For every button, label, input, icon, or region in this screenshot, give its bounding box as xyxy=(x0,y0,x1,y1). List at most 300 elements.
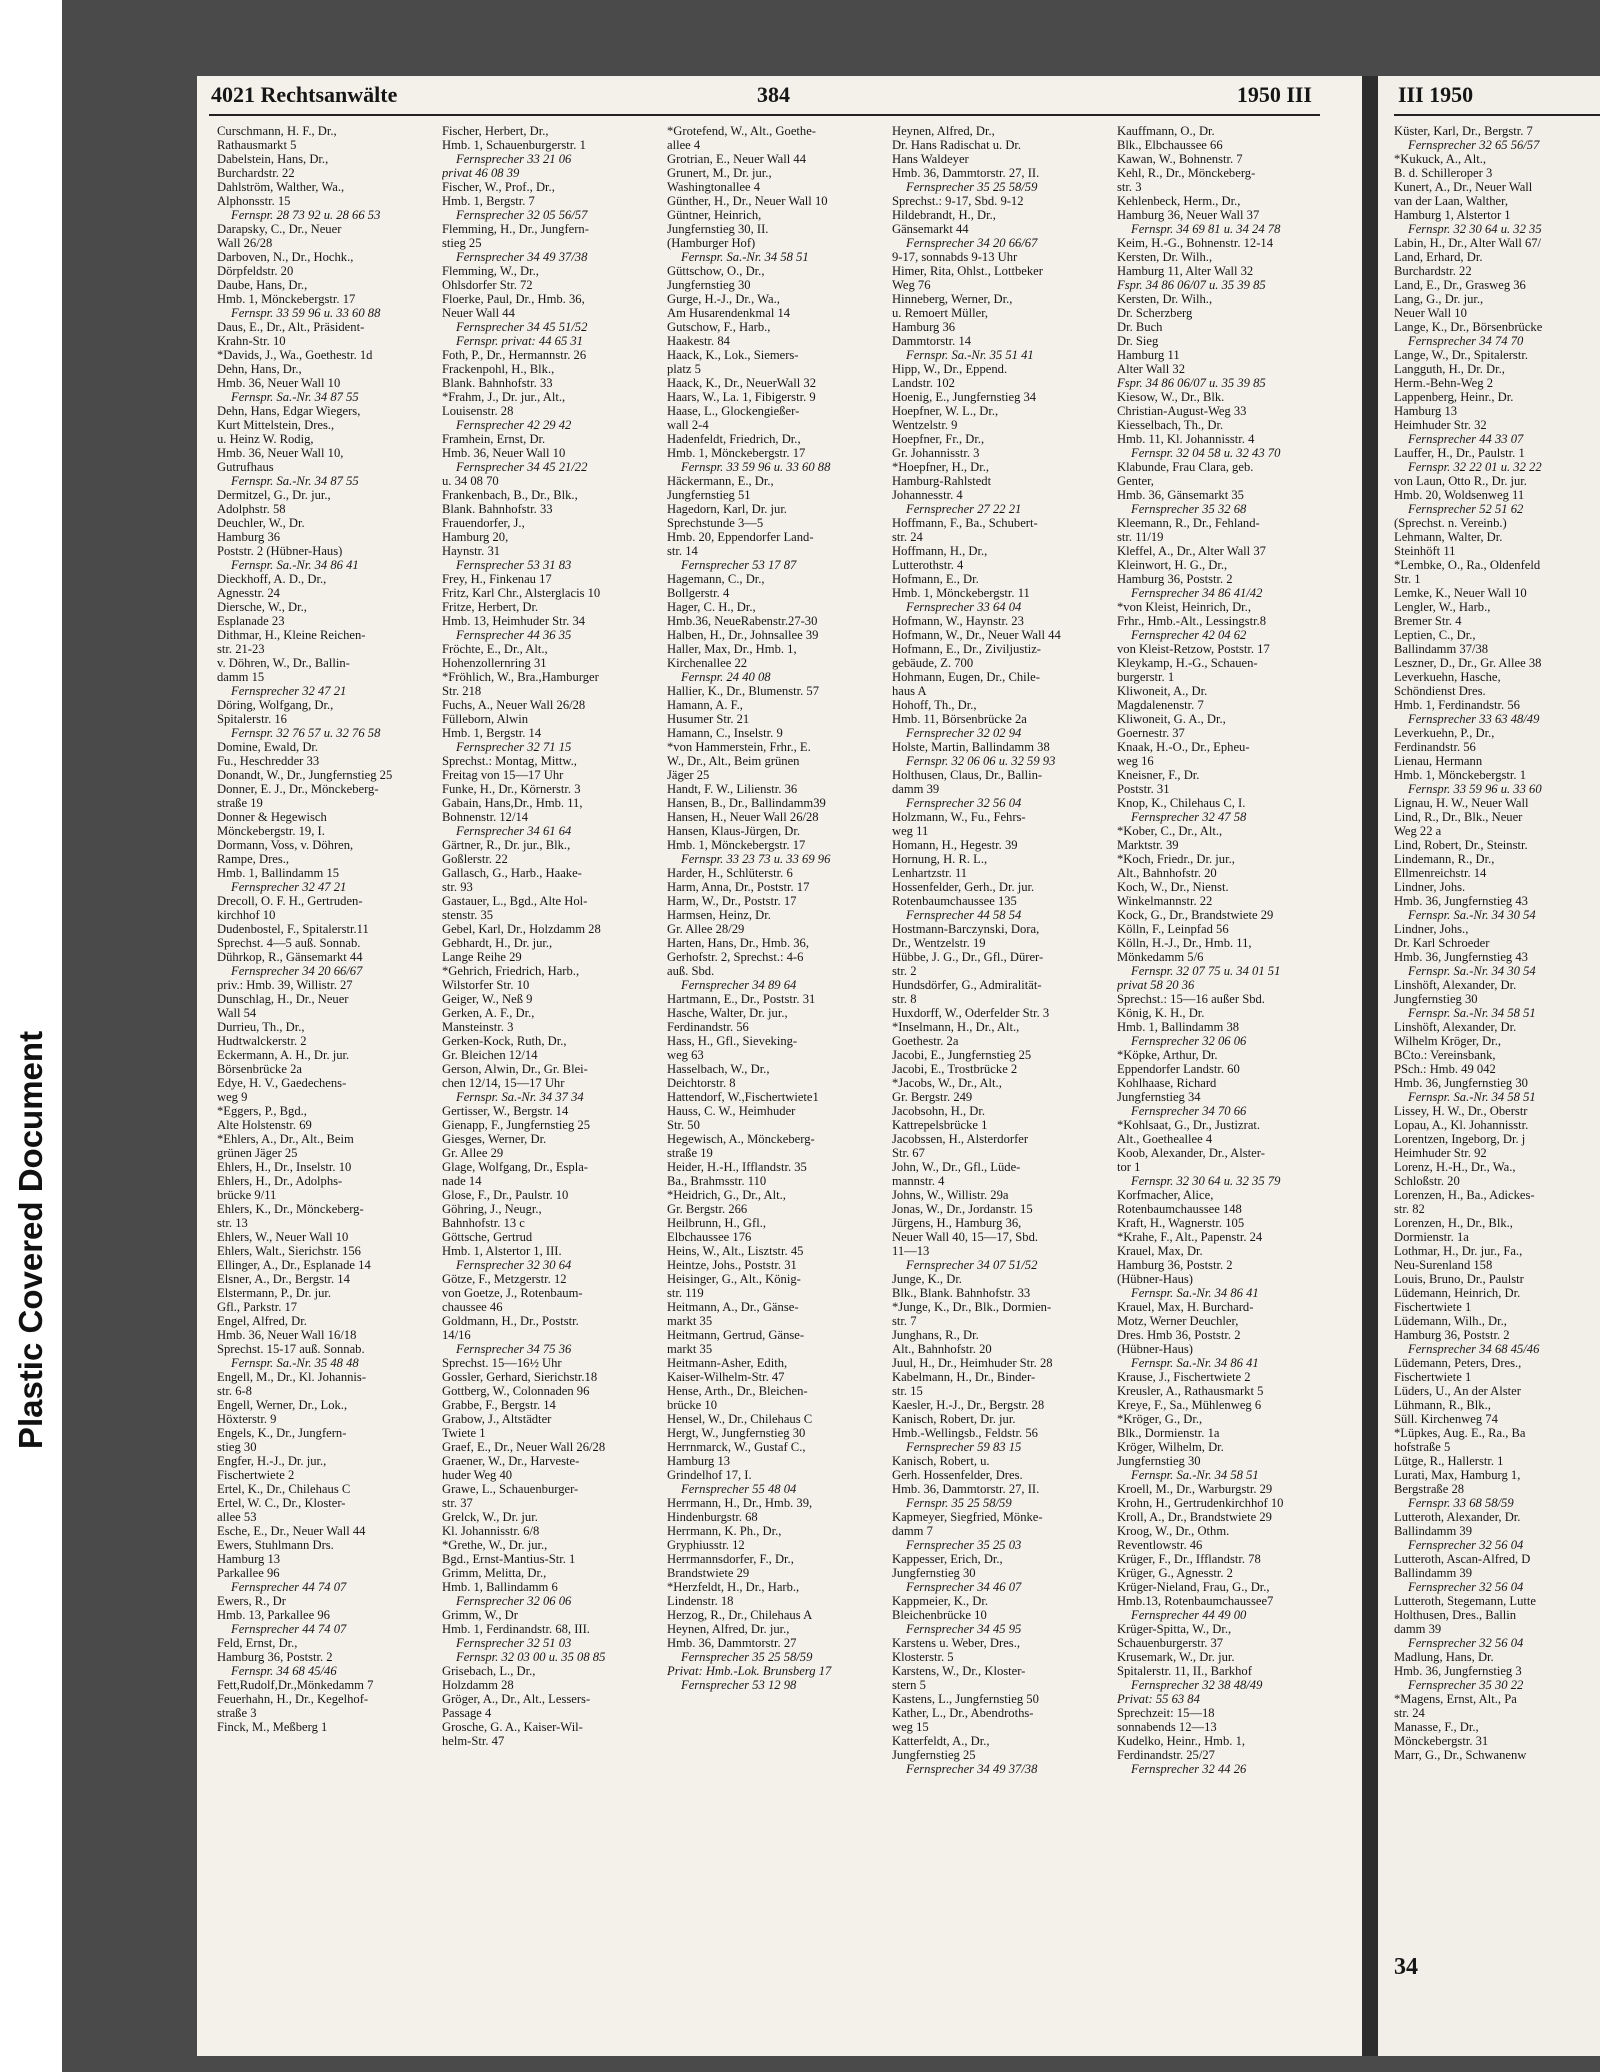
entry-line: Fritz, Karl Chr., Alsterglacis 10 xyxy=(442,586,601,600)
entry-line: Lutteroth, Stegemann, Lutte xyxy=(1394,1594,1536,1608)
entry-line: von Laun, Otto R., Dr. jur. xyxy=(1394,474,1527,488)
column-2 xyxy=(442,124,642,1748)
entry-line: Gienapp, F., Jungfernstieg 25 xyxy=(442,1118,590,1132)
entry-line: Heitmann, Gertrud, Gänse- xyxy=(667,1328,805,1342)
entry-line: Karstens, W., Dr., Kloster- xyxy=(892,1664,1026,1678)
entry-line: Harmsen, Heinz, Dr. xyxy=(667,908,771,922)
entry-line: Kleemann, R., Dr., Fehland- xyxy=(1117,516,1260,530)
entry-line: Hadenfeldt, Friedrich, Dr., xyxy=(667,432,801,446)
entry-line: Hamburg 36, Neuer Wall 37 xyxy=(1117,208,1260,222)
entry-line: Jungfernstieg 34 xyxy=(1117,1090,1201,1104)
entry-line: *Fröhlich, W., Bra.,Hamburger xyxy=(442,670,599,684)
entry-line: Lorenzen, H., Dr., Blk., xyxy=(1394,1216,1513,1230)
entry-line: Geiger, W., Neß 9 xyxy=(442,992,533,1006)
entry-line: hofstraße 5 xyxy=(1394,1440,1451,1454)
entry-line: Kudelko, Heinr., Hmb. 1, xyxy=(1117,1734,1246,1748)
entry-line: Gryphiusstr. 12 xyxy=(667,1538,745,1552)
entry-line: Graener, W., Dr., Harveste- xyxy=(442,1454,580,1468)
entry-line: Fernspr. Sa.-Nr. 34 86 41 xyxy=(1131,1286,1259,1300)
entry-line: Kock, G., Dr., Brandstwiete 29 xyxy=(1117,908,1274,922)
entry-line: Fernsprecher 34 68 45/46 xyxy=(1408,1342,1540,1356)
entry-line: Lind, Robert, Dr., Steinstr. xyxy=(1394,838,1528,852)
entry-line: Jacobssen, H., Alsterdorfer xyxy=(892,1132,1029,1146)
entry-line: Freitag von 15—17 Uhr xyxy=(442,768,564,782)
entry-line: Kersten, Dr. Wilh., xyxy=(1117,250,1213,264)
entry-line: Hmb. 20, Woldsenweg 11 xyxy=(1394,488,1525,502)
entry-line: Am Husarendenkmal 14 xyxy=(667,306,791,320)
entry-line: Alte Holstenstr. 69 xyxy=(217,1118,312,1132)
entry-line: Göttsche, Gertrud xyxy=(442,1230,533,1244)
entry-line: Alt., Goetheallee 4 xyxy=(1117,1132,1213,1146)
entry-line: stenstr. 35 xyxy=(442,908,494,922)
entry-line: Gerhofstr. 2, Sprechst.: 4-6 xyxy=(667,950,804,964)
entry-line: Bleichenbrücke 10 xyxy=(892,1608,987,1622)
entry-line: Louis, Bruno, Dr., Paulstr xyxy=(1394,1272,1524,1286)
entry-line: Hamburg 36, Poststr. 2 xyxy=(217,1650,333,1664)
entry-line: *Herzfeldt, H., Dr., Harb., xyxy=(667,1580,800,1594)
entry-line: Eckermann, A. H., Dr. jur. xyxy=(217,1048,350,1062)
entry-line: 9-17, sonnabds 9-13 Uhr xyxy=(892,250,1018,264)
entry-line: Donner & Hegewisch xyxy=(217,810,327,824)
entry-line: Gröger, A., Dr., Alt., Lessers- xyxy=(442,1692,591,1706)
entry-line: *Jacobs, W., Dr., Alt., xyxy=(892,1076,1002,1090)
directory-page xyxy=(197,76,1362,2056)
entry-line: Gr. Allee 29 xyxy=(442,1146,504,1160)
entry-line: Hmb. 36, Dammtorstr. 27 xyxy=(667,1636,797,1650)
entry-line: Lindenstr. 18 xyxy=(667,1594,734,1608)
entry-line: Kl. Johannisstr. 6/8 xyxy=(442,1524,540,1538)
entry-line: stieg 25 xyxy=(442,236,482,250)
entry-line: Marktstr. 39 xyxy=(1117,838,1179,852)
entry-line: Bgd., Ernst-Mantius-Str. 1 xyxy=(442,1552,576,1566)
entry-line: Güttschow, O., Dr., xyxy=(667,264,765,278)
entry-line: straße 3 xyxy=(217,1706,257,1720)
entry-line: Agnesstr. 24 xyxy=(217,586,280,600)
entry-line: Fernsprecher 34 46 07 xyxy=(906,1580,1022,1594)
entry-line: weg 11 xyxy=(892,824,929,838)
entry-line: Privat: 55 63 84 xyxy=(1117,1692,1200,1706)
entry-line: Jacobi, E., Jungfernstieg 25 xyxy=(892,1048,1032,1062)
entry-line: Klabunde, Frau Clara, geb. xyxy=(1117,460,1254,474)
entry-line: Fernsprecher 32 56 04 xyxy=(1408,1538,1524,1552)
entry-line: Jonas, W., Dr., Jordanstr. 15 xyxy=(892,1202,1033,1216)
entry-line: u. Remoert Müller, xyxy=(892,306,989,320)
entry-line: Gallasch, G., Harb., Haake- xyxy=(442,866,582,880)
entry-line: Landstr. 102 xyxy=(892,376,955,390)
entry-line: Donner, E. J., Dr., Mönckeberg- xyxy=(217,782,379,796)
entry-line: Kreusler, A., Rathausmarkt 5 xyxy=(1117,1384,1264,1398)
book-gutter xyxy=(1362,76,1378,2056)
entry-line: Fernspr. Sa.-Nr. 34 37 34 xyxy=(456,1090,584,1104)
entry-line: Dermitzel, G., Dr. jur., xyxy=(217,488,331,502)
entry-line: Kleinwort, H. G., Dr., xyxy=(1117,558,1228,572)
entry-line: Ehlers, Walt., Sierichstr. 156 xyxy=(217,1244,361,1258)
entry-line: Sprechst. 15-17 auß. Sonnab. xyxy=(217,1342,365,1356)
entry-line: Kanisch, Robert, Dr. jur. xyxy=(892,1412,1016,1426)
entry-line: Framhein, Ernst, Dr. xyxy=(442,432,546,446)
entry-line: Motz, Werner Deuchler, xyxy=(1117,1314,1239,1328)
entry-line: Frauendorfer, J., xyxy=(442,516,525,530)
entry-line: Hoffmann, F., Ba., Schubert- xyxy=(892,516,1038,530)
entry-line: Sprechst.: 15—16 außer Sbd. xyxy=(1117,992,1265,1006)
entry-line: Hmb. 1, Mönckebergstr. 17 xyxy=(667,446,806,460)
entry-line: Krüger, G., Agnesstr. 2 xyxy=(1117,1566,1233,1580)
entry-line: Fernsprecher 32 38 48/49 xyxy=(1131,1678,1263,1692)
entry-line: Dammtorstr. 14 xyxy=(892,334,972,348)
entry-line: Fernsprecher 44 49 00 xyxy=(1131,1608,1247,1622)
entry-line: Gerh. Hossenfelder, Dres. xyxy=(892,1468,1023,1482)
entry-line: Kehlenbeck, Herm., Dr., xyxy=(1117,194,1241,208)
entry-line: Str. 1 xyxy=(1394,572,1421,586)
entry-line: Gutschow, F., Harb., xyxy=(667,320,771,334)
entry-line: Mansteinstr. 3 xyxy=(442,1020,514,1034)
entry-line: Lange, K., Dr., Börsenbrücke xyxy=(1394,320,1543,334)
entry-line: Holthusen, Dres., Ballin xyxy=(1394,1608,1517,1622)
entry-line: Dahlström, Walther, Wa., xyxy=(217,180,345,194)
entry-line: Hmb. 1, Bergstr. 14 xyxy=(442,726,542,740)
entry-line: damm 39 xyxy=(892,782,940,796)
entry-line: allee 4 xyxy=(667,138,701,152)
entry-line: str. 13 xyxy=(217,1216,248,1230)
entry-line: Fernsprecher 32 02 94 xyxy=(906,726,1022,740)
entry-line: Junghans, R., Dr. xyxy=(892,1328,979,1342)
entry-line: Handt, F. W., Lilienstr. 36 xyxy=(667,782,798,796)
entry-line: Frhr., Hmb.-Alt., Lessingstr.8 xyxy=(1117,614,1267,628)
entry-line: Sprechst.: Montag, Mittw., xyxy=(442,754,577,768)
entry-line: Bahnhofstr. 13 c xyxy=(442,1216,525,1230)
entry-line: damm 7 xyxy=(892,1524,933,1538)
entry-line: 14/16 xyxy=(442,1328,471,1342)
entry-line: Kappesser, Erich, Dr., xyxy=(892,1552,1003,1566)
entry-line: Krauel, Max, Dr. xyxy=(1117,1244,1203,1258)
entry-line: Klosterstr. 5 xyxy=(892,1650,954,1664)
entry-line: Gänsemarkt 44 xyxy=(892,222,969,236)
entry-line: Engell, Werner, Dr., Lok., xyxy=(217,1398,348,1412)
entry-line: Hamann, C., Inselstr. 9 xyxy=(667,726,783,740)
entry-line: *Lembke, O., Ra., Oldenfeld xyxy=(1394,558,1541,572)
entry-line: Fernsprecher 32 56 04 xyxy=(1408,1636,1524,1650)
entry-line: Jungfernstieg 30 xyxy=(892,1566,976,1580)
entry-line: Hmb. 36, Neuer Wall 16/18 xyxy=(217,1328,357,1342)
entry-line: Hmb. 1, Ballindamm 38 xyxy=(1117,1020,1240,1034)
entry-line: str. 37 xyxy=(442,1496,473,1510)
entry-line: Kleykamp, H.-G., Schauen- xyxy=(1117,656,1258,670)
entry-line: *Magens, Ernst, Alt., Pa xyxy=(1394,1692,1517,1706)
entry-line: Jungfernstieg 30 xyxy=(1117,1454,1201,1468)
entry-line: Leptien, C., Dr., xyxy=(1394,628,1476,642)
entry-line: *Eggers, P., Bgd., xyxy=(217,1104,307,1118)
entry-line: Gerson, Alwin, Dr., Gr. Blei- xyxy=(442,1062,588,1076)
entry-line: John, W., Dr., Gfl., Lüde- xyxy=(892,1160,1021,1174)
entry-line: Hohoff, Th., Dr., xyxy=(892,698,977,712)
entry-line: Kabelmann, H., Dr., Binder- xyxy=(892,1370,1036,1384)
entry-line: Ewers, Stuhlmann Drs. xyxy=(217,1538,334,1552)
entry-line: Flemming, H., Dr., Jungfern- xyxy=(442,222,589,236)
entry-line: Ellinger, A., Dr., Esplanade 14 xyxy=(217,1258,371,1272)
entry-line: Kurt Mittelstein, Dres., xyxy=(217,418,335,432)
entry-line: chaussee 46 xyxy=(442,1300,503,1314)
entry-line: Dudenbostel, F., Spitalerstr.11 xyxy=(217,922,369,936)
entry-line: Hense, Arth., Dr., Bleichen- xyxy=(667,1384,808,1398)
entry-line: Jungfernstieg 30 xyxy=(667,278,751,292)
entry-line: Höxterstr. 9 xyxy=(217,1412,277,1426)
entry-line: Wilhelm Kröger, Dr., xyxy=(1394,1034,1502,1048)
entry-line: Eppendorfer Landstr. 60 xyxy=(1117,1062,1240,1076)
entry-line: Feuerhahn, H., Dr., Kegelhof- xyxy=(217,1692,369,1706)
entry-line: Fernspr. 32 04 58 u. 32 43 70 xyxy=(1131,446,1281,460)
entry-line: Lüders, U., An der Alster xyxy=(1394,1384,1521,1398)
entry-line: Juul, H., Dr., Heimhuder Str. 28 xyxy=(892,1356,1053,1370)
entry-line: Lüdemann, Heinrich, Dr. xyxy=(1394,1286,1521,1300)
entry-line: Fernspr. 34 69 81 u. 34 24 78 xyxy=(1131,222,1281,236)
entry-line: Hofmann, E., Dr. xyxy=(892,572,979,586)
entry-line: Hamburg 36, Poststr. 2 xyxy=(1394,1328,1510,1342)
entry-line: Dunschlag, H., Dr., Neuer xyxy=(217,992,349,1006)
entry-line: Haynstr. 31 xyxy=(442,544,501,558)
entry-line: Homann, H., Hegestr. 39 xyxy=(892,838,1018,852)
entry-line: Dr., Wentzelstr. 19 xyxy=(892,936,986,950)
entry-line: Kliwoneit, G. A., Dr., xyxy=(1117,712,1226,726)
entry-line: *Hoepfner, H., Dr., xyxy=(892,460,990,474)
entry-line: Fernspr. Sa.-Nr. 34 58 51 xyxy=(1408,1006,1536,1020)
entry-line: Krahn-Str. 10 xyxy=(217,334,286,348)
entry-line: Götze, F., Metzgerstr. 12 xyxy=(442,1272,567,1286)
entry-line: Lorenz, H.-H., Dr., Wa., xyxy=(1394,1160,1516,1174)
entry-line: Fernspr. Sa.-Nr. 34 30 54 xyxy=(1408,908,1536,922)
entry-line: Herrmann, K. Ph., Dr., xyxy=(667,1524,782,1538)
entry-line: Hansen, B., Dr., Ballindamm39 xyxy=(667,796,826,810)
entry-line: Grimm, W., Dr xyxy=(442,1608,518,1622)
entry-line: Fernspr. Sa.-Nr. 34 86 41 xyxy=(1131,1356,1259,1370)
entry-line: *Ehlers, A., Dr., Alt., Beim xyxy=(217,1132,354,1146)
entry-line: Hossenfelder, Gerh., Dr. jur. xyxy=(892,880,1035,894)
entry-line: Kröger, Wilhelm, Dr. xyxy=(1117,1440,1224,1454)
entry-line: Ballindamm 37/38 xyxy=(1394,642,1489,656)
entry-line: Lignau, H. W., Neuer Wall xyxy=(1394,796,1529,810)
entry-line: Deuchler, W., Dr. xyxy=(217,516,305,530)
entry-line: Ertel, K., Dr., Chilehaus C xyxy=(217,1482,351,1496)
entry-line: Wentzelstr. 9 xyxy=(892,418,958,432)
entry-line: Fernspr. 33 23 73 u. 33 69 96 xyxy=(681,852,831,866)
entry-line: Hoenig, E., Jungfernstieg 34 xyxy=(892,390,1037,404)
entry-line: Blk., Blank. Bahnhofstr. 33 xyxy=(892,1286,1031,1300)
entry-line: Hauss, C. W., Heimhuder xyxy=(667,1104,796,1118)
entry-line: Fernsprecher 44 74 07 xyxy=(231,1580,347,1594)
entry-line: Fernsprecher 34 45 51/52 xyxy=(456,320,588,334)
entry-line: Hmb. 11, Börsenbrücke 2a xyxy=(892,712,1027,726)
entry-line: Fernsprecher 33 21 06 xyxy=(456,152,572,166)
entry-line: Fernsprecher 32 47 21 xyxy=(231,684,347,698)
entry-line: Hergt, W., Jungfernstieg 30 xyxy=(667,1426,806,1440)
entry-line: Madlung, Hans, Dr. xyxy=(1394,1650,1494,1664)
entry-line: Hamburg 36, Poststr. 2 xyxy=(1117,1258,1233,1272)
entry-line: Fernsprecher 34 49 37/38 xyxy=(906,1762,1038,1776)
entry-line: Lutteroth, Alexander, Dr. xyxy=(1394,1510,1521,1524)
entry-line: u. Heinz W. Rodig, xyxy=(217,432,314,446)
side-label: Plastic Covered Document xyxy=(12,1030,49,1450)
entry-line: Heimhuder Str. 32 xyxy=(1394,418,1487,432)
entry-line: Grunert, M., Dr. jur., xyxy=(667,166,772,180)
entry-line: Hmb.13, Rotenbaumchaussee7 xyxy=(1117,1594,1274,1608)
entry-line: Sprechst. 15—16½ Uhr xyxy=(442,1356,562,1370)
entry-line: Lengler, W., Harb., xyxy=(1394,600,1491,614)
entry-line: str. 14 xyxy=(667,544,698,558)
entry-line: Bergstraße 28 xyxy=(1394,1482,1465,1496)
entry-line: Döring, Wolfgang, Dr., xyxy=(217,698,334,712)
entry-line: Kehl, R., Dr., Mönckeberg- xyxy=(1117,166,1256,180)
entry-line: Hmb. 36, Dammtorstr. 27, II. xyxy=(892,166,1040,180)
entry-line: Leszner, D., Dr., Gr. Allee 38 xyxy=(1394,656,1542,670)
entry-line: Fernspr. Sa.-Nr. 35 48 48 xyxy=(231,1356,359,1370)
entry-line: Hamann, A. F., xyxy=(667,698,743,712)
entry-line: Fernsprecher 32 05 56/57 xyxy=(456,208,588,222)
entry-line: Ehlers, H., Dr., Inselstr. 10 xyxy=(217,1160,352,1174)
entry-line: weg 63 xyxy=(667,1048,704,1062)
entry-line: Rampe, Dres., xyxy=(217,852,290,866)
entry-line: Brandstwiete 29 xyxy=(667,1566,750,1580)
entry-line: Gr. Allee 28/29 xyxy=(667,922,745,936)
entry-line: Neu-Surenland 158 xyxy=(1394,1258,1493,1272)
entry-line: Dr. Buch xyxy=(1117,320,1163,334)
entry-line: Harm, W., Dr., Poststr. 17 xyxy=(667,894,797,908)
entry-line: Weg 76 xyxy=(892,278,931,292)
entry-line: Edye, H. V., Gaedechens- xyxy=(217,1076,347,1090)
entry-line: gebäude, Z. 700 xyxy=(892,656,974,670)
entry-line: str. 11/19 xyxy=(1117,530,1164,544)
entry-line: Dormann, Voss, v. Döhren, xyxy=(217,838,354,852)
entry-line: Krüger-Nieland, Frau, G., Dr., xyxy=(1117,1580,1270,1594)
entry-line: Elbchaussee 176 xyxy=(667,1230,752,1244)
entry-line: Hohenzollernring 31 xyxy=(442,656,547,670)
entry-line: Lüdemann, Peters, Dres., xyxy=(1394,1356,1522,1370)
entry-line: Johannesstr. 4 xyxy=(892,488,963,502)
entry-line: Hmb. 13, Parkallee 96 xyxy=(217,1608,330,1622)
entry-line: Kather, L., Dr., Abendroths- xyxy=(892,1706,1034,1720)
entry-line: Giesges, Werner, Dr. xyxy=(442,1132,547,1146)
entry-line: straße 19 xyxy=(217,796,263,810)
entry-line: Hmb. 1, Mönckebergstr. 11 xyxy=(892,586,1030,600)
entry-line: Fernsprecher 34 07 51/52 xyxy=(906,1258,1038,1272)
entry-line: Fernspr. 33 59 96 u. 33 60 xyxy=(1408,782,1542,796)
entry-line: damm 39 xyxy=(1394,1622,1442,1636)
entry-line: Fernspr. 35 25 58/59 xyxy=(906,1496,1012,1510)
entry-line: Hmb.-Wellingsb., Feldstr. 56 xyxy=(892,1426,1038,1440)
entry-line: Kauffmann, O., Dr. xyxy=(1117,124,1215,138)
entry-line: tor 1 xyxy=(1117,1160,1141,1174)
entry-line: haus A xyxy=(892,684,927,698)
entry-line: Fett,Rudolf,Dr.,Mönkedamm 7 xyxy=(217,1678,374,1692)
entry-line: Gerken, A. F., Dr., xyxy=(442,1006,535,1020)
entry-line: Dührkop, R., Gänsemarkt 44 xyxy=(217,950,363,964)
entry-line: Leverkuehn, P., Dr., xyxy=(1394,726,1495,740)
entry-line: Twiete 1 xyxy=(442,1426,486,1440)
entry-line: Kölln, F., Leinpfad 56 xyxy=(1117,922,1229,936)
entry-line: Fischertwiete 1 xyxy=(1394,1370,1472,1384)
entry-line: Dehn, Hans, Dr., xyxy=(217,362,302,376)
entry-line: Glose, F., Dr., Paulstr. 10 xyxy=(442,1188,569,1202)
entry-line: Grisebach, L., Dr., xyxy=(442,1664,536,1678)
entry-line: Jacobsohn, H., Dr. xyxy=(892,1104,986,1118)
entry-line: van der Laan, Walther, xyxy=(1394,194,1508,208)
entry-line: Fernspr. 24 40 08 xyxy=(681,670,771,684)
entry-line: *Kröger, G., Dr., xyxy=(1117,1412,1203,1426)
entry-line: Heisinger, G., Alt., König- xyxy=(667,1272,801,1286)
entry-line: W., Dr., Alt., Beim grünen xyxy=(667,754,800,768)
entry-line: Bohnenstr. 12/14 xyxy=(442,810,529,824)
entry-line: Hmb. 36, Gänsemarkt 35 xyxy=(1117,488,1244,502)
entry-line: Lütge, R., Hallerstr. 1 xyxy=(1394,1454,1504,1468)
entry-line: str. 3 xyxy=(1117,180,1142,194)
entry-line: Fernsprecher 32 56 04 xyxy=(1408,1580,1524,1594)
entry-line: Hmb. 1, Ferdinandstr. 56 xyxy=(1394,698,1520,712)
entry-line: *Frahm, J., Dr. jur., Alt., xyxy=(442,390,566,404)
entry-line: Hamburg 36, Poststr. 2 xyxy=(1117,572,1233,586)
entry-line: Spitalerstr. 16 xyxy=(217,712,287,726)
entry-line: Katterfeldt, A., Dr., xyxy=(892,1734,990,1748)
entry-line: Dithmar, H., Kleine Reichen- xyxy=(217,628,366,642)
entry-line: Hamburg 11 xyxy=(1117,348,1180,362)
entry-line: Hmb. 1, Mönckebergstr. 1 xyxy=(1394,768,1526,782)
column-5 xyxy=(1117,124,1317,1776)
entry-line: Ferdinandstr. 56 xyxy=(1394,740,1476,754)
entry-line: Hegewisch, A., Mönckeberg- xyxy=(667,1132,815,1146)
entry-line: Hass, H., Gfl., Sieveking- xyxy=(667,1034,798,1048)
entry-line: Gabain, Hans,Dr., Hmb. 11, xyxy=(442,796,583,810)
entry-line: (Hübner-Haus) xyxy=(1117,1272,1193,1286)
page-number: 384 xyxy=(757,82,790,107)
entry-line: Bremer Str. 4 xyxy=(1394,614,1462,628)
entry-line: Fernspr. Sa.-Nr. 34 86 41 xyxy=(231,558,359,572)
entry-line: nade 14 xyxy=(442,1174,482,1188)
entry-line: Dabelstein, Hans, Dr., xyxy=(217,152,329,166)
entry-line: Fernsprecher 34 61 64 xyxy=(456,824,572,838)
entry-line: Passage 4 xyxy=(442,1706,492,1720)
entry-line: Gebhardt, H., Dr. jur., xyxy=(442,936,553,950)
entry-line: brücke 10 xyxy=(667,1398,718,1412)
entry-line: Krüger, F., Dr., Ifflandstr. 78 xyxy=(1117,1552,1261,1566)
entry-line: Floerke, Paul, Dr., Hmb. 36, xyxy=(442,292,585,306)
entry-line: Blank. Bahnhofstr. 33 xyxy=(442,376,553,390)
entry-line: Lutterothstr. 4 xyxy=(892,558,964,572)
entry-line: Hasche, Walter, Dr. jur., xyxy=(667,1006,788,1020)
entry-line: Grabow, J., Altstädter xyxy=(442,1412,552,1426)
entry-line: Sprechst.: 9-17, Sbd. 9-12 xyxy=(892,194,1024,208)
entry-line: Fernspr. Sa.-Nr. 34 30 54 xyxy=(1408,964,1536,978)
entry-line: Krause, J., Fischertwiete 2 xyxy=(1117,1370,1251,1384)
entry-line: Fernsprecher 32 44 26 xyxy=(1131,1762,1247,1776)
entry-line: Fernsprecher 44 58 54 xyxy=(906,908,1022,922)
entry-line: Fernsprecher 44 33 07 xyxy=(1408,432,1524,446)
entry-line: Holthusen, Claus, Dr., Ballin- xyxy=(892,768,1043,782)
entry-line: BCto.: Vereinsbank, xyxy=(1394,1048,1496,1062)
entry-line: weg 9 xyxy=(217,1090,248,1104)
entry-line: Hmb. 1, Mönckebergstr. 17 xyxy=(667,838,806,852)
entry-line: Ohlsdorfer Str. 72 xyxy=(442,278,533,292)
entry-line: Magdalenenstr. 7 xyxy=(1117,698,1204,712)
entry-line: Korfmacher, Alice, xyxy=(1117,1188,1214,1202)
header-rule xyxy=(209,114,1320,116)
entry-line: Herrnmarck, W., Gustaf C., xyxy=(667,1440,806,1454)
entry-line: Frey, H., Finkenau 17 xyxy=(442,572,552,586)
entry-line: Dormienstr. 1a xyxy=(1394,1230,1469,1244)
entry-line: Fernspr. Sa.-Nr. 34 58 51 xyxy=(1408,1090,1536,1104)
entry-line: Sprechstunde 3—5 xyxy=(667,516,764,530)
entry-line: Engel, Alfred, Dr. xyxy=(217,1314,307,1328)
entry-line: Str. 218 xyxy=(442,684,482,698)
entry-line: Fernspr. 34 68 45/46 xyxy=(231,1664,337,1678)
entry-line: Kneisner, F., Dr. xyxy=(1117,768,1200,782)
entry-line: Burchardstr. 22 xyxy=(217,166,295,180)
